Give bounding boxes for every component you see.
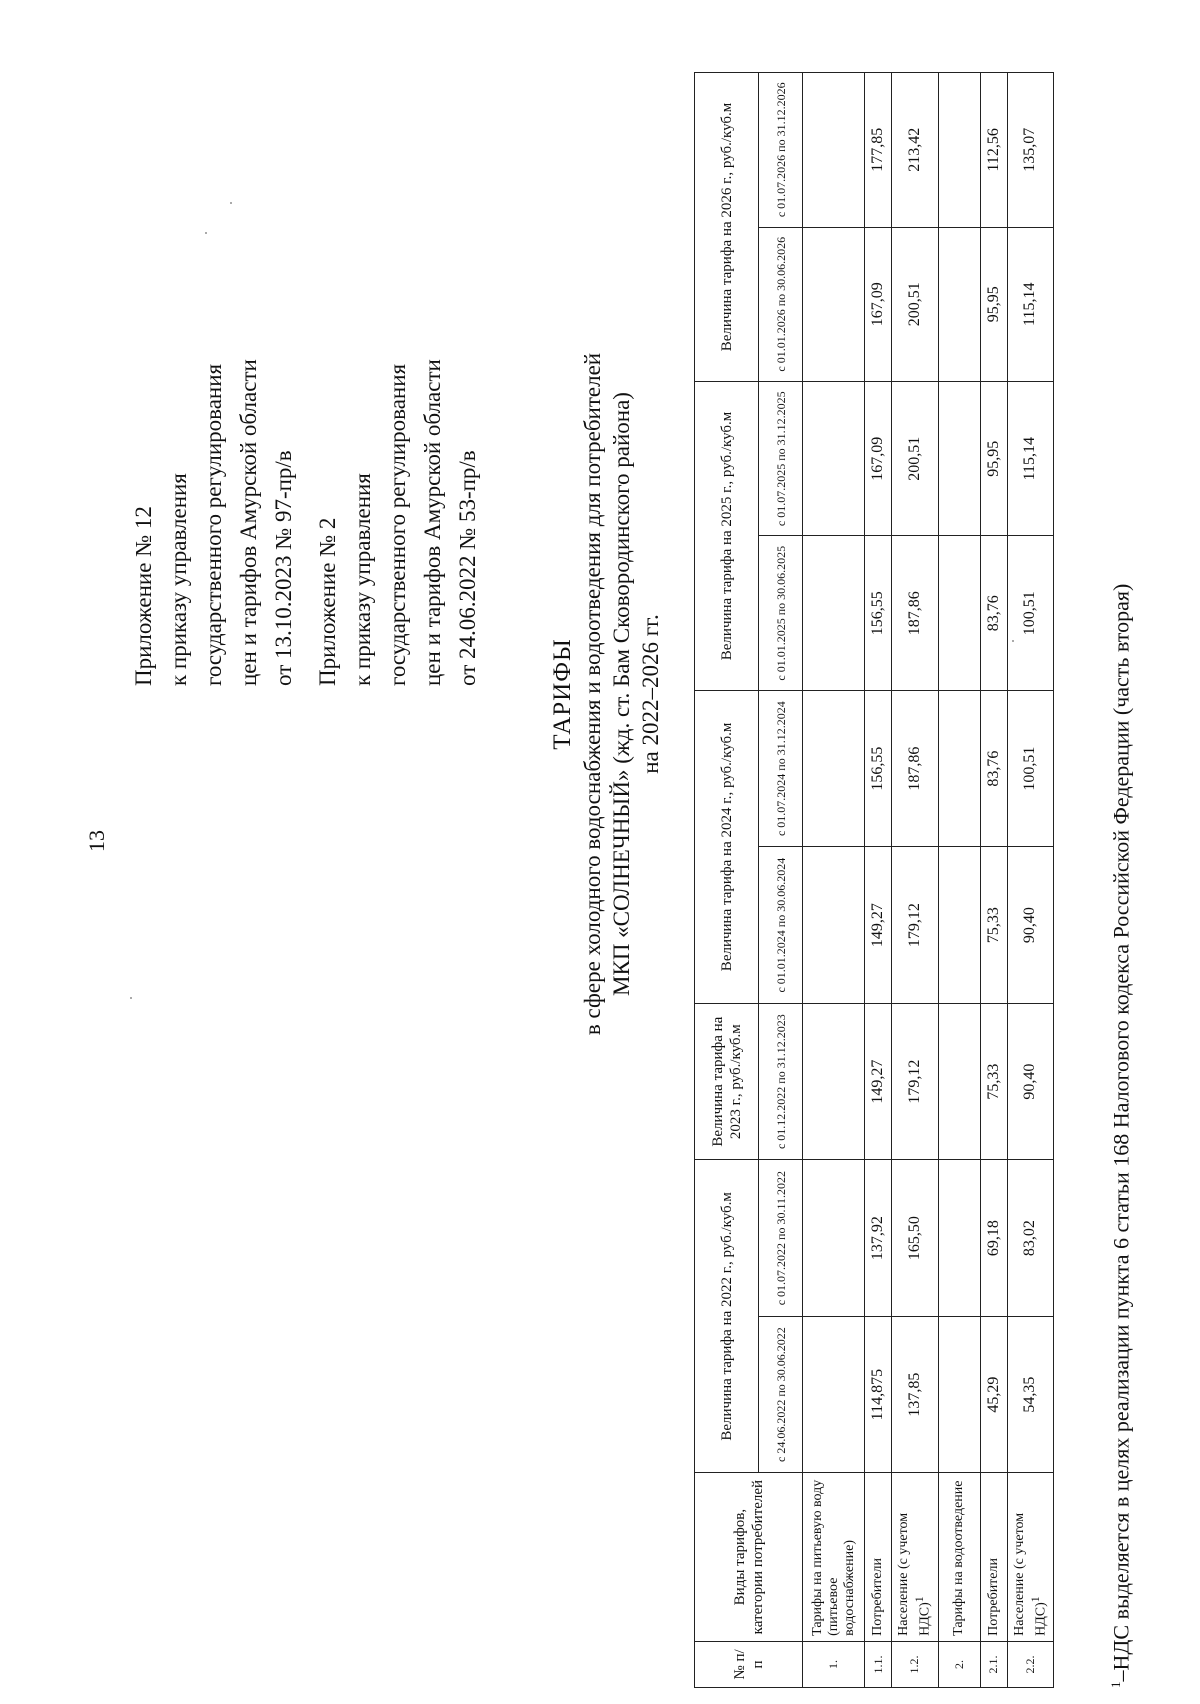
row-name: Тарифы на водоотведение: [938, 1473, 980, 1642]
tariff-value: [803, 847, 865, 1003]
tariff-value: 83,76: [980, 536, 1007, 690]
scan-speck: [230, 202, 232, 204]
tariff-value: 137,85: [892, 1316, 939, 1472]
title-main: ТАРИФЫ: [549, 638, 576, 750]
scan-speck: [205, 232, 207, 234]
table-row: [980, 73, 1007, 1688]
header-kind: Виды тарифов, категории потребителей: [695, 1473, 803, 1642]
tariff-value: 165,50: [892, 1160, 939, 1316]
tariff-value: 100,51: [1007, 690, 1054, 846]
header-year-2023: Величина тарифа на 2023 г., руб./куб.м: [695, 1003, 759, 1159]
table-row: [803, 73, 865, 1688]
appendix-header-current: [126, 359, 301, 686]
scan-speck: [130, 997, 132, 999]
tariff-value: 167,09: [865, 227, 892, 381]
header-period: с 01.01.2024 по 30.06.2024: [759, 847, 803, 1003]
tariff-value: [938, 1316, 980, 1472]
tariff-value: [938, 690, 980, 846]
tariff-value: 137,92: [865, 1160, 892, 1316]
appendix-line: от 24.06.2022 № 53-пр/в: [455, 450, 480, 686]
tariff-value: 45,29: [980, 1316, 1007, 1472]
tariff-value: 90,40: [1007, 1003, 1054, 1159]
row-name: Потребители: [865, 1473, 892, 1642]
appendix-line: цен и тарифов Амурской области: [236, 359, 261, 686]
table-row: [938, 73, 980, 1688]
tariff-value: 177,85: [865, 73, 892, 228]
tariff-value: 115,14: [1007, 227, 1054, 381]
row-num: 1.1.: [865, 1641, 892, 1687]
tariff-value: 179,12: [892, 847, 939, 1003]
tariff-value: [803, 1316, 865, 1472]
footnote-mark: 1: [1028, 1596, 1042, 1603]
tariff-value: 100,51: [1007, 536, 1054, 690]
header-period: с 01.07.2025 по 31.12.2025: [759, 381, 803, 535]
tariff-value: 213,42: [892, 73, 939, 228]
appendix-line: цен и тарифов Амурской области: [420, 359, 445, 686]
row-name: Потребители: [980, 1473, 1007, 1642]
row-name: [1007, 1473, 1054, 1642]
tariff-value: 83,76: [980, 690, 1007, 846]
appendix-line: к приказу управления: [350, 473, 375, 686]
title-line: в сфере холодного водоснабжения и водоотведения для потребителей: [580, 352, 605, 1036]
tariff-value: [938, 536, 980, 690]
tariff-value: 75,33: [980, 1003, 1007, 1159]
tariff-value: 54,35: [1007, 1316, 1054, 1472]
title-line: МКП «СОЛНЕЧНЫЙ» (жд. ст. Бам Сковородинского района): [609, 392, 634, 996]
tariff-value: [803, 1003, 865, 1159]
table-row: [865, 73, 892, 1688]
tariff-value: 95,95: [980, 227, 1007, 381]
header-year-2024: Величина тарифа на 2024 г., руб./куб.м: [695, 690, 759, 1003]
tariff-value: [803, 227, 865, 381]
tariff-value: [938, 73, 980, 228]
tariff-value: 149,27: [865, 847, 892, 1003]
header-period: с 01.07.2022 по 30.11.2022: [759, 1160, 803, 1316]
tariff-value: 90,40: [1007, 847, 1054, 1003]
appendix-line: Приложение № 12: [131, 506, 156, 686]
table-row: [892, 73, 939, 1688]
header-year-2026: Величина тарифа на 2026 г., руб./куб.м: [695, 73, 759, 382]
tariff-value: 115,14: [1007, 381, 1054, 535]
tariff-value: 187,86: [892, 690, 939, 846]
scan-speck: [1012, 640, 1014, 642]
tariff-value: 75,33: [980, 847, 1007, 1003]
footnote-text: –НДС выделяется в целях реализации пункта 6 статьи 168 Налогового кодекса Российской Федерации (часть вторая): [1108, 583, 1134, 1682]
tariff-value: [803, 536, 865, 690]
tariff-value: 179,12: [892, 1003, 939, 1159]
row-num: 2.: [938, 1641, 980, 1687]
header-row-years: [695, 73, 759, 1688]
footnote: [1108, 584, 1134, 1688]
appendix-line: государственного регулирования: [201, 363, 226, 686]
tariff-value: 135,07: [1007, 73, 1054, 228]
header-period: с 01.07.2026 по 31.12.2026: [759, 73, 803, 228]
row-num: 1.2.: [892, 1641, 939, 1687]
row-name: Тарифы на питьевую воду (питьевое водоснабжение): [803, 1473, 865, 1642]
tariff-value: 187,86: [892, 536, 939, 690]
row-name-text: Население (с учетом НДС): [1011, 1512, 1049, 1636]
appendix-line: от 13.10.2023 № 97-пр/в: [271, 450, 296, 686]
row-name-text: Население (с учетом НДС): [896, 1512, 933, 1636]
tariff-value: [938, 381, 980, 535]
tariff-value: 149,27: [865, 1003, 892, 1159]
tariff-value: 156,55: [865, 536, 892, 690]
footnote-mark: 1: [913, 1596, 926, 1603]
tariff-value: [938, 1160, 980, 1316]
table-row: [1007, 73, 1054, 1688]
tariff-value: 95,95: [980, 381, 1007, 535]
tariff-value: 114,875: [865, 1316, 892, 1472]
tariff-value: 83,02: [1007, 1160, 1054, 1316]
header-period: с 24.06.2022 по 30.06.2022: [759, 1316, 803, 1472]
header-period: с 01.07.2024 по 31.12.2024: [759, 690, 803, 846]
header-period: с 01.12.2022 по 31.12.2023: [759, 1003, 803, 1159]
tariff-table: [694, 72, 1054, 1688]
row-num: 1.: [803, 1641, 865, 1687]
tariff-value: [803, 690, 865, 846]
appendix-line: государственного регулирования: [385, 363, 410, 686]
appendix-line: к приказу управления: [166, 473, 191, 686]
tariff-value: [803, 381, 865, 535]
tariff-value: 69,18: [980, 1160, 1007, 1316]
page-number: 13: [84, 830, 109, 852]
tariff-value: 200,51: [892, 381, 939, 535]
tariff-value: 200,51: [892, 227, 939, 381]
tariff-value: [803, 73, 865, 228]
header-period: с 01.01.2025 по 30.06.2025: [759, 536, 803, 690]
title-line: на 2022–2026 гг.: [638, 614, 663, 774]
tariff-value: 156,55: [865, 690, 892, 846]
row-num: 2.1.: [980, 1641, 1007, 1687]
tariff-value: [803, 1160, 865, 1316]
header-row-periods: [759, 73, 803, 1688]
header-year-2022: Величина тарифа на 2022 г., руб./куб.м: [695, 1160, 759, 1473]
footnote-mark: 1: [1108, 1681, 1123, 1688]
row-num: 2.2.: [1007, 1641, 1054, 1687]
tariff-value: [938, 227, 980, 381]
row-name: [892, 1473, 939, 1642]
header-period: с 01.01.2026 по 30.06.2026: [759, 227, 803, 381]
document-title: [548, 44, 665, 1344]
appendix-header-original: [310, 359, 485, 686]
tariff-value: 167,09: [865, 381, 892, 535]
tariff-value: [938, 847, 980, 1003]
header-year-2025: Величина тарифа на 2025 г., руб./куб.м: [695, 381, 759, 690]
header-num: № п/п: [695, 1641, 803, 1687]
tariff-value: [938, 1003, 980, 1159]
tariff-value: 112,56: [980, 73, 1007, 228]
appendix-line: Приложение № 2: [315, 517, 340, 686]
